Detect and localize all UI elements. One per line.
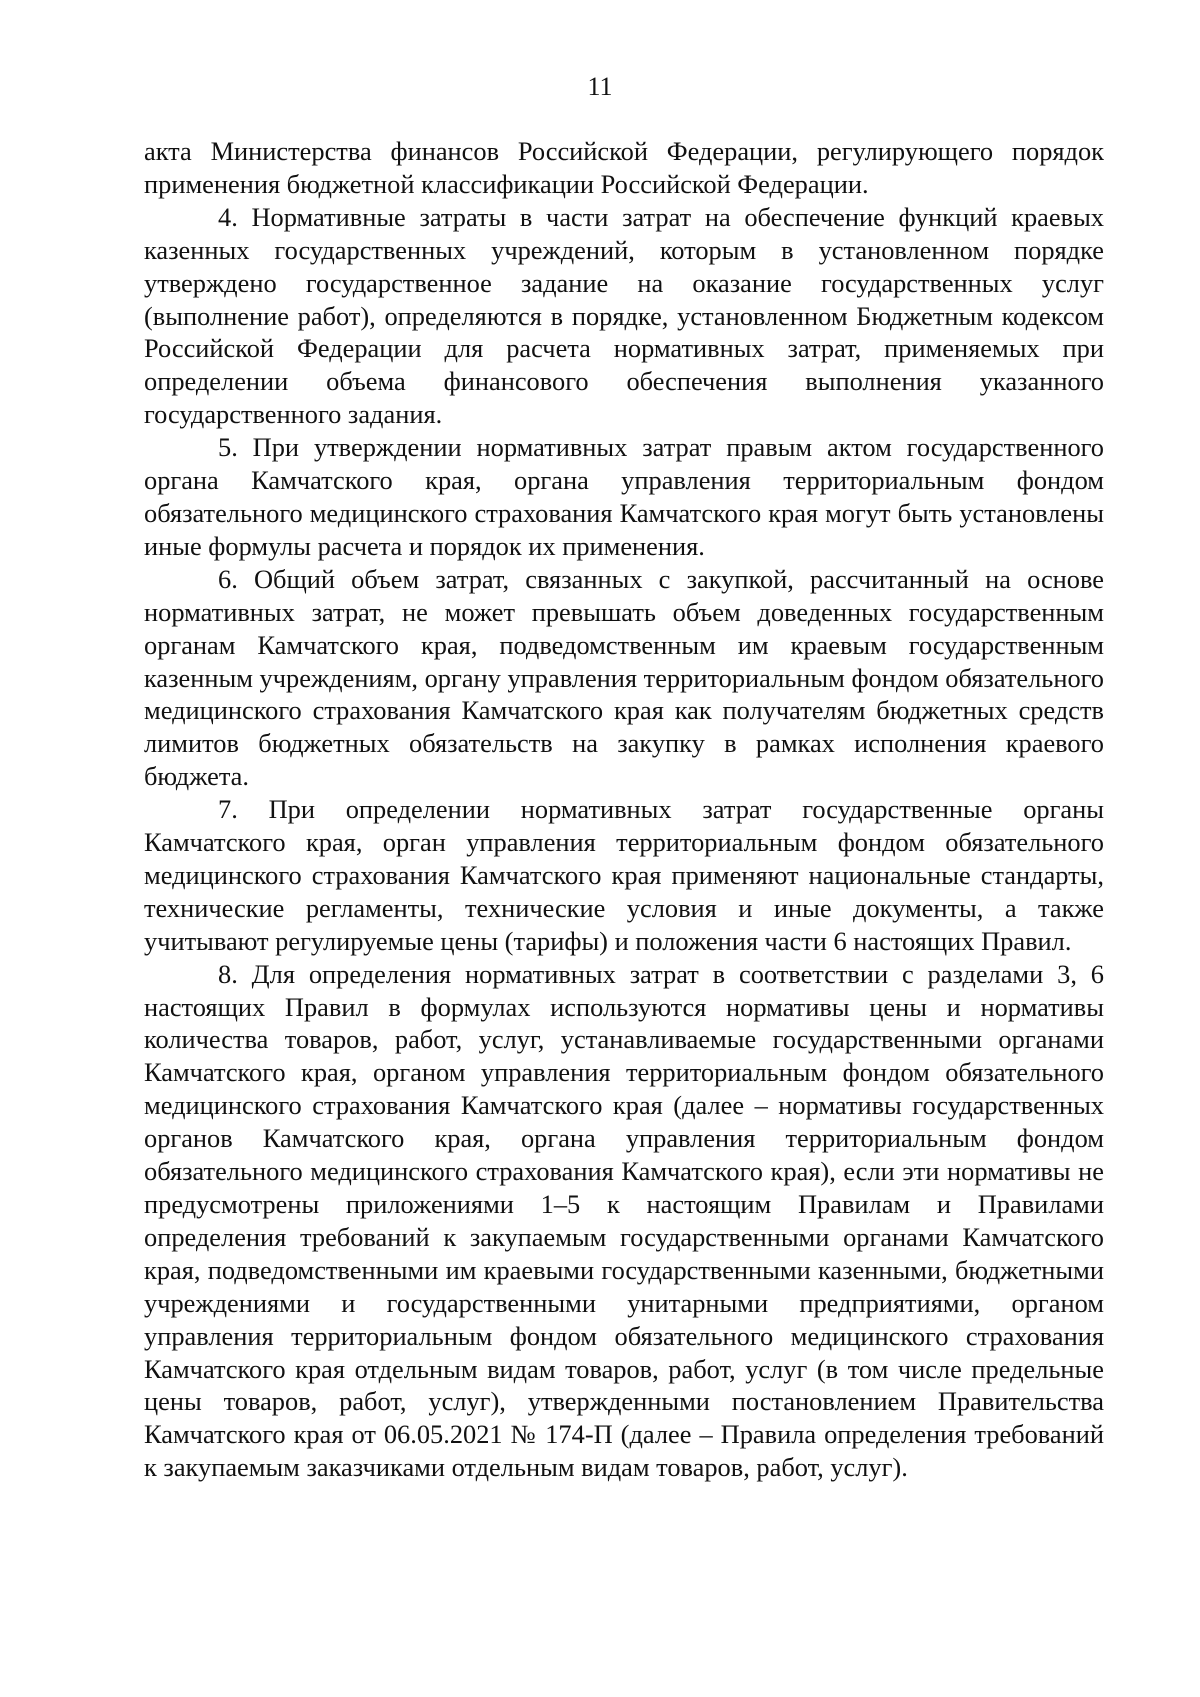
document-body (144, 135, 1104, 1484)
page-number: 11 (587, 72, 613, 101)
paragraph-item-4: 4. Нормативные затраты в части затрат на обеспечение функций краевых казенных государственных учреждений, которым в установленном порядке утверждено государственное задание на оказание государственных услуг (выполнение работ), определяются в порядке, установленном Бюджетным кодексом Российской Федерации для расчета нормативных затрат, применяемых при определении объема финансового обеспечения выполнения указанного государственного задания. (144, 201, 1104, 430)
paragraph-item-7: 7. При определении нормативных затрат государственные органы Камчатского края, орган управления территориальным фондом обязательного медицинского страхования Камчатского края применяют национальные стандарты, технические регламенты, технические условия и иные документы, а также учитывают регулируемые цены (тарифы) и положения части 6 настоящих Правил. (144, 794, 1104, 956)
paragraph-item-5: 5. При утверждении нормативных затрат правым актом государственного органа Камчатского края, органа управления территориальным фондом обязательного медицинского страхования Камчатского края могут быть установлены иные формулы расчета и порядок их применения. (144, 432, 1104, 561)
paragraph-item-6: 6. Общий объем затрат, связанных с закупкой, рассчитанный на основе нормативных затрат, не может превышать объем доведенных государственным органам Камчатского края, подведомственным им краевым государственным казенным учреждениям, органу управления территориальным фондом обязательного медицинского страхования Камчатского края как получателям бюджетных средств лимитов бюджетных обязательств на закупку в рамках исполнения краевого бюджета. (144, 563, 1104, 792)
paragraph-item-8: 8. Для определения нормативных затрат в соответствии с разделами 3, 6 настоящих Правил в формулах используются нормативы цены и нормативы количества товаров, работ, услуг, устанавливаемые государственными органами Камчатского края, органом управления территориальным фондом обязательного медицинского страхования Камчатского края (далее – нормативы государственных органов Камчатского края, органа управления территориальным фондом обязательного медицинского страхования Камчатского края), если эти нормативы не предусмотрены приложениями 1–5 к настоящим Правилам и Правилами определения требований к закупаемым государственными органами Камчатского края, подведомственными им краевыми государственными казенными, бюджетными учреждениями и государственными унитарными предприятиями, органом управления территориальным фондом обязательного медицинского страхования Камчатского края отдельным видам товаров, работ, услуг (в том числе предельные цены товаров, работ, услуг), утвержденными постановлением Правительства Камчатского края от 06.05.2021 № 174-П (далее – Правила определения требований к закупаемым заказчиками отдельным видам товаров, работ, услуг). (144, 958, 1104, 1483)
paragraph-continuation: акта Министерства финансов Российской Федерации, регулирующего порядок применения бюджетной классификации Российской Федерации. (144, 136, 1104, 199)
